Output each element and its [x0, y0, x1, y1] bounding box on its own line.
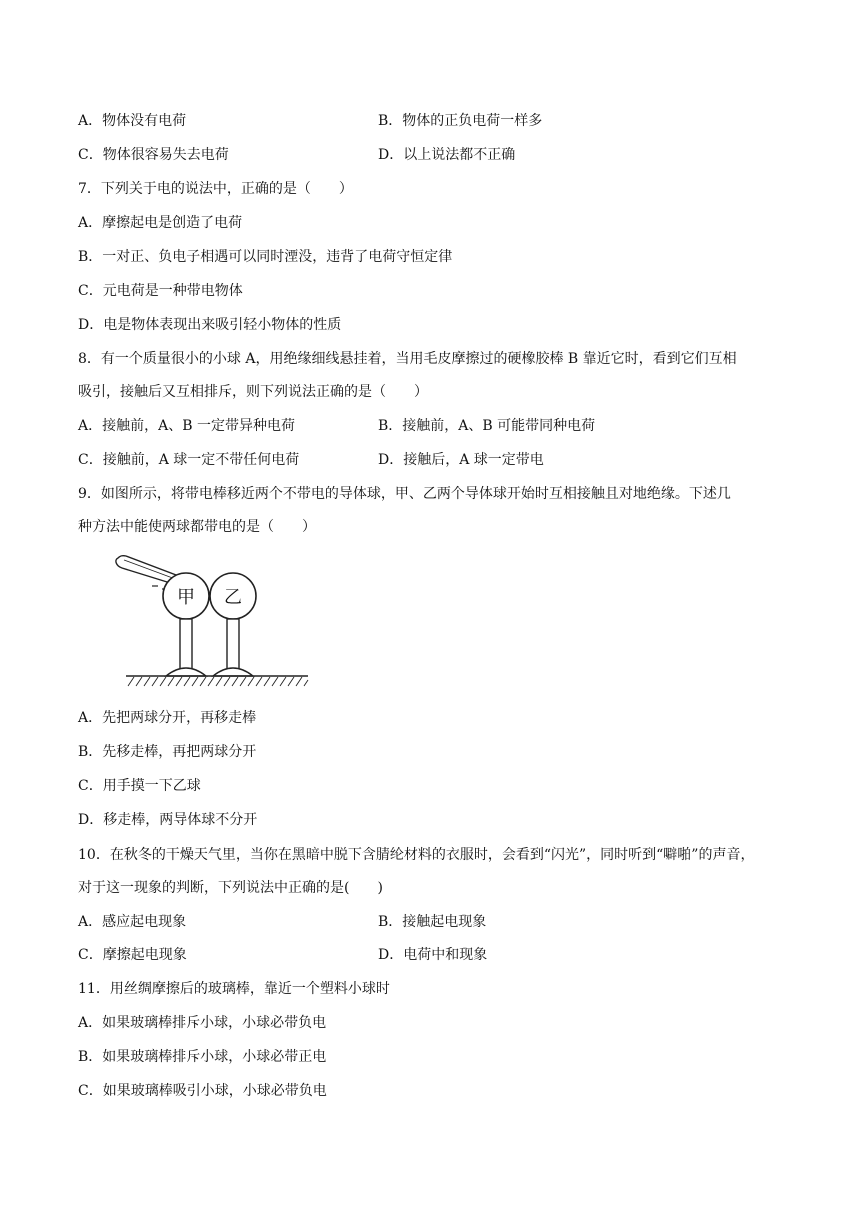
q10-option-a: A．感应起电现象 [78, 914, 187, 930]
q7-stem: 7．下列关于电的说法中，正确的是（ ） [78, 181, 353, 197]
ball-jia [163, 573, 209, 676]
q10-option-c: C．摩擦起电现象 [78, 947, 187, 963]
q9-option-a: A．先把两球分开，再移走棒 [78, 710, 257, 726]
q10-stem-line2: 对于这一现象的判断，下列说法中正确的是( ) [78, 880, 383, 896]
q6-option-c: C．物体很容易失去电荷 [78, 147, 229, 163]
q7-option-c: C．元电荷是一种带电物体 [78, 283, 243, 299]
ball-left-label: 甲 [177, 587, 195, 608]
q7-option-b: B．一对正、负电子相遇可以同时湮没，违背了电荷守恒定律 [78, 249, 453, 265]
ball-yi [210, 573, 256, 676]
q11-option-a: A．如果玻璃棒排斥小球，小球必带负电 [78, 1015, 327, 1031]
q11-option-b: B．如果玻璃棒排斥小球，小球必带正电 [78, 1049, 327, 1065]
q11-stem: 11．用丝绸摩擦后的玻璃棒，靠近一个塑料小球时 [78, 981, 390, 997]
q8-option-c: C．接触前，A 球一定不带任何电荷 [78, 452, 300, 468]
ground [126, 676, 308, 686]
q6-option-d: D．以上说法都不正确 [378, 147, 516, 163]
ball-right-label: 乙 [224, 587, 242, 608]
q8-option-a: A．接触前，A、B 一定带异种电荷 [78, 418, 295, 434]
q8-option-d: D．接触后，A 球一定带电 [378, 452, 544, 468]
q9-figure [112, 548, 312, 690]
q9-stem-line2: 种方法中能使两球都带电的是（ ） [78, 519, 316, 535]
q9-stem-line1: 9．如图所示，将带电棒移近两个不带电的导体球，甲、乙两个导体球开始时互相接触且对地绝缘。下述几 [78, 486, 731, 502]
q9-option-c: C．用手摸一下乙球 [78, 778, 201, 794]
q8-stem-line2: 吸引，接触后又互相排斥，则下列说法正确的是（ ） [78, 384, 428, 400]
q10-option-b: B．接触起电现象 [378, 914, 487, 930]
q9-option-d: D．移走棒，两导体球不分开 [78, 812, 258, 828]
q7-option-a: A．摩擦起电是创造了电荷 [78, 215, 243, 231]
q7-option-d: D．电是物体表现出来吸引轻小物体的性质 [78, 317, 342, 333]
q8-stem-line1: 8．有一个质量很小的小球 A，用绝缘细线悬挂着，当用毛皮摩擦过的硬橡胶棒 B 靠近它时，看到它们互相 [78, 351, 737, 367]
q10-stem-line1: 10．在秋冬的干燥天气里，当你在黑暗中脱下含腈纶材料的衣服时，会看到“闪光”，同时听到“噼啪”的声音， [78, 847, 755, 863]
q6-option-b: B．物体的正负电荷一样多 [378, 113, 543, 129]
q8-option-b: B．接触前，A、B 可能带同种电荷 [378, 418, 596, 434]
q9-option-b: B．先移走棒，再把两球分开 [78, 744, 257, 760]
q6-option-a: A．物体没有电荷 [78, 113, 187, 129]
q11-option-c: C．如果玻璃棒吸引小球，小球必带负电 [78, 1083, 327, 1099]
q10-option-d: D．电荷中和现象 [378, 947, 488, 963]
